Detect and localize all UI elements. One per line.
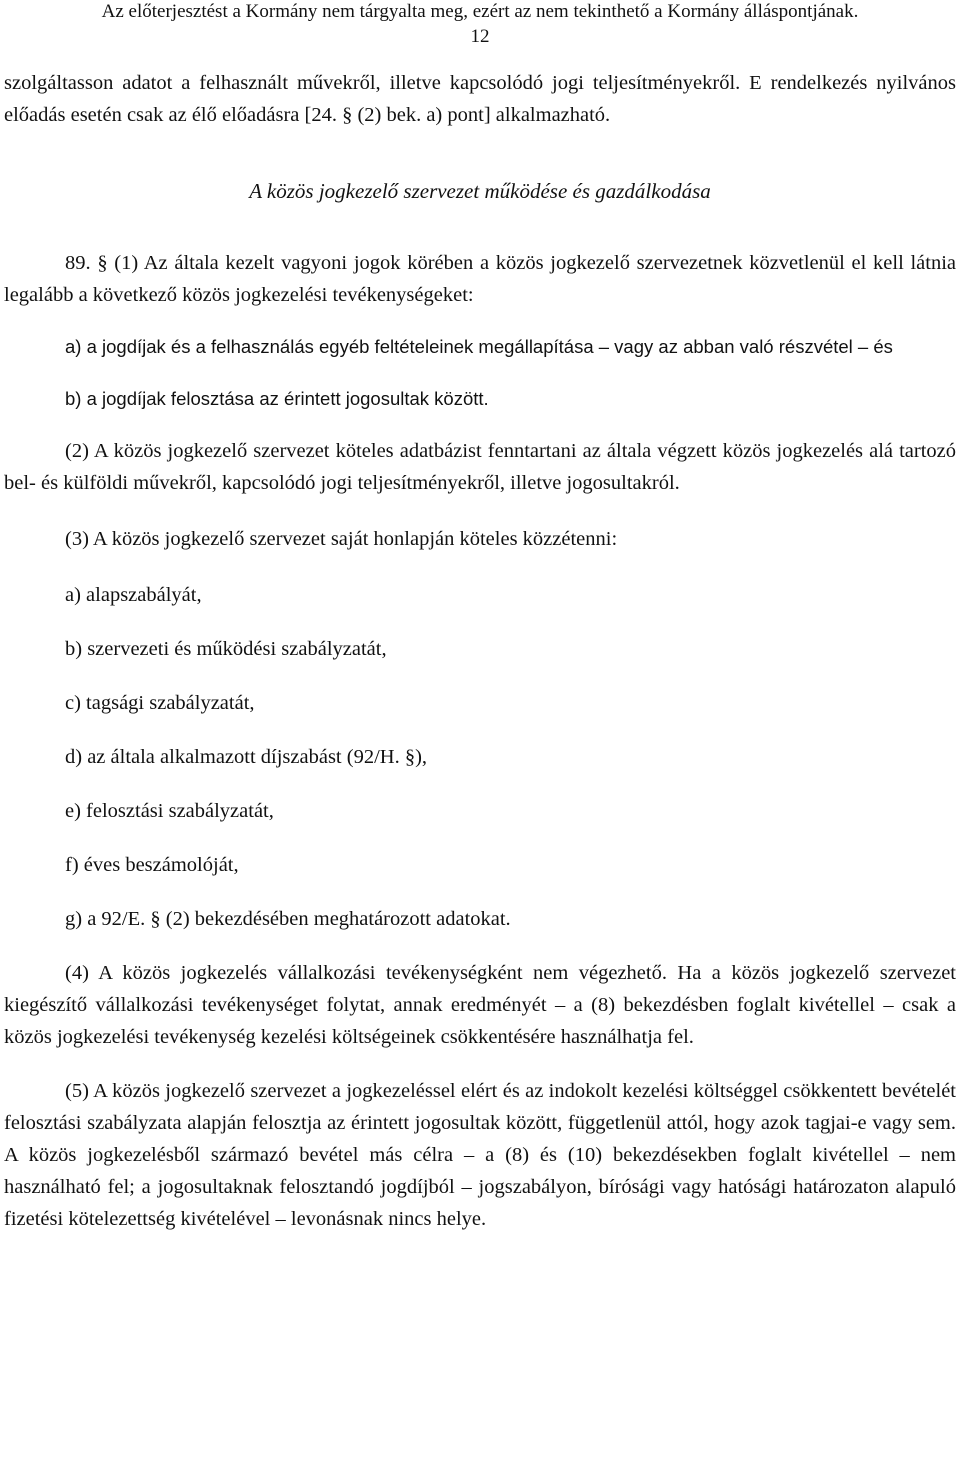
continuation-paragraph: szolgáltasson adatot a felhasznált művekről, illetve kapcsolódó jogi teljesítményekről. E rendelkezés nyilvános előadás esetén csak az élő előadásra [24. § (2) bek. a) pont] alkalmazható. xyxy=(4,72,956,126)
section-89-paragraph-2: (2) A közös jogkezelő szervezet köteles adatbázist fenntartani az általa végzett közös jogkezelés alá tartozó bel- és külföldi művekről, kapcsolódó jogi teljesítményekről, illetve jogosultakról. xyxy=(4,440,956,494)
paragraph-3-item-c: c) tagsági szabályzatát, xyxy=(65,692,255,714)
page-number: 12 xyxy=(470,26,490,47)
paragraph-3-item-e: e) felosztási szabályzatát, xyxy=(65,800,274,822)
paragraph-3-item-g: g) a 92/E. § (2) bekezdésében meghatározott adatokat. xyxy=(65,908,511,930)
section-heading: A közös jogkezelő szervezet működése és gazdálkodása xyxy=(249,179,711,203)
paragraph-1-item-b: b) a jogdíjak felosztása az érintett jogosultak között. xyxy=(65,388,489,409)
paragraph-1-item-a: a) a jogdíjak és a felhasználás egyéb feltételeinek megállapítása – vagy az abban való részvétel – és xyxy=(65,336,893,357)
document-page xyxy=(4,0,956,1235)
page-header xyxy=(4,0,956,49)
section-89-paragraph-4: (4) A közös jogkezelés vállalkozási tevékenységként nem végezhető. Ha a közös jogkezelő szervezet kiegészítő vállalkozási tevékenységet folytat, annak eredményét – a (8) bekezdésben foglalt kivétellel – csak a közös jogkezelési tevékenység kezelési költségeinek csökkentésére használhatja fel. xyxy=(4,962,956,1048)
header-disclaimer: Az előterjesztést a Kormány nem tárgyalta meg, ezért az nem tekinthető a Kormány álláspontjának. xyxy=(101,1,859,22)
paragraph-3-item-a: a) alapszabályát, xyxy=(65,584,202,606)
paragraph-3-item-f: f) éves beszámolóját, xyxy=(65,854,239,876)
paragraph-3-item-d: d) az általa alkalmazott díjszabást (92/H. §), xyxy=(65,746,428,768)
paragraph-3-item-b: b) szervezeti és működési szabályzatát, xyxy=(65,638,387,660)
section-89-paragraph-5: (5) A közös jogkezelő szervezet a jogkezeléssel elért és az indokolt kezelési költséggel csökkentett bevételét felosztási szabályzata alapján felosztja az érintett jogosultak között, függetlenül attól, hogy azok tagjai-e vagy sem. A közös jogkezelésből származó bevétel más célra – a (8) és (10) bekezdésekben foglalt kivétellel – nem használható fel; a jogosultaknak felosztandó jogdíjból – jogszabályon, bírósági vagy hatósági határozaton alapuló fizetési kötelezettség kivételével – levonásnak nincs helye. xyxy=(4,1080,956,1230)
section-89-paragraph-1: 89. § (1) Az általa kezelt vagyoni jogok körében a közös jogkezelő szervezetnek közvetlenül el kell látnia legalább a következő közös jogkezelési tevékenységeket: xyxy=(4,252,956,306)
section-89-paragraph-3: (3) A közös jogkezelő szervezet saját honlapján köteles közzétenni: xyxy=(65,528,618,550)
